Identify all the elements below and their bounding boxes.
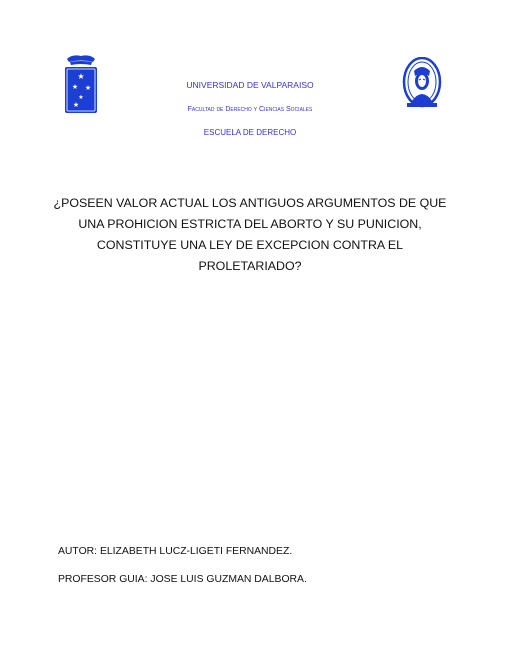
credits	[58, 545, 307, 586]
thesis-title	[50, 193, 450, 277]
title-line-4: PROLETARIADO?	[198, 259, 302, 273]
law-faculty-portrait-logo	[402, 57, 442, 111]
svg-text:★: ★	[77, 72, 85, 81]
author-line: AUTOR: ELIZABETH LUCZ-LIGETI FERNANDEZ.	[58, 546, 293, 557]
svg-text:★: ★	[72, 102, 80, 109]
title-line-2: UNA PROHICION ESTRICTA DEL ABORTO Y SU PUNICION,	[78, 217, 422, 231]
svg-text:★: ★	[84, 85, 92, 92]
title-line-3: CONSTITUYE UNA LEY DE EXCEPCION CONTRA EL	[96, 238, 404, 252]
advisor-line: PROFESOR GUIA: JOSE LUIS GUZMAN DALBORA.	[58, 574, 307, 585]
svg-text:★: ★	[78, 95, 84, 101]
title-line-1: ¿POSEEN VALOR ACTUAL LOS ANTIGUOS ARGUMENTOS DE QUE	[53, 196, 447, 210]
faculty-name: Facultad de Derecho y Ciencias Sociales	[187, 106, 313, 113]
svg-text:★: ★	[71, 84, 79, 91]
university-name: UNIVERSIDAD DE VALPARAISO	[186, 80, 314, 90]
institution-header	[120, 80, 380, 138]
school-name: ESCUELA DE DERECHO	[203, 128, 297, 137]
university-shield-logo	[64, 54, 98, 116]
